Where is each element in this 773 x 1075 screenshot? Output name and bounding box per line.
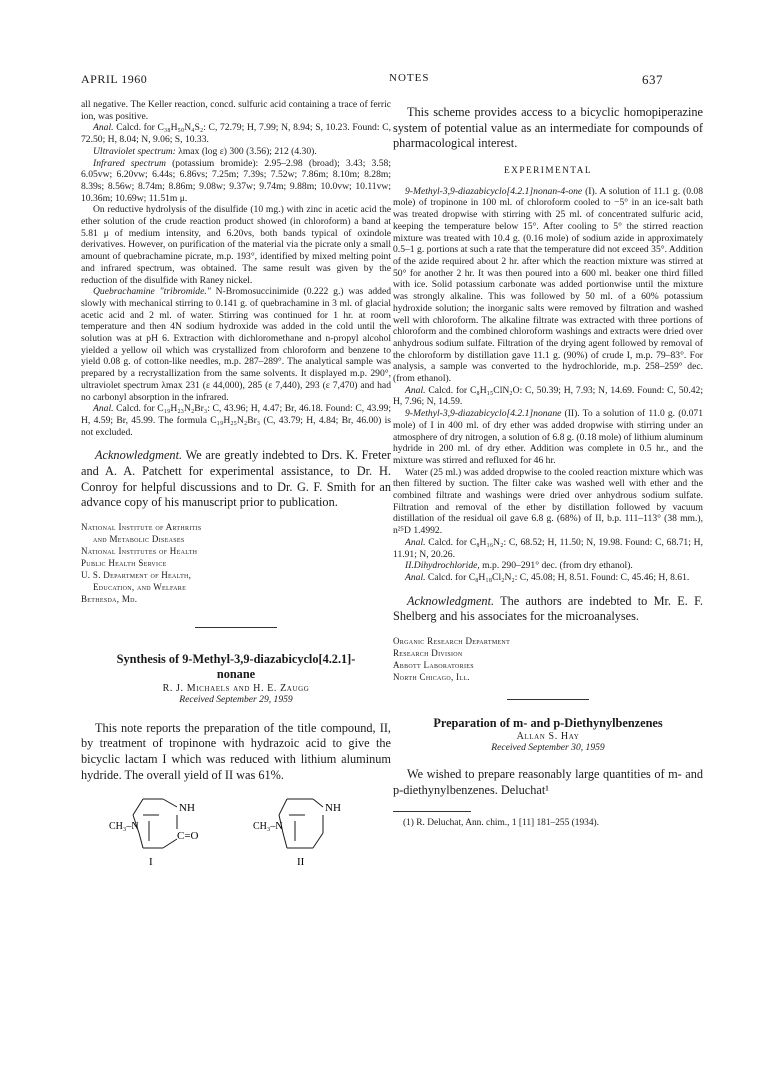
dihydrochloride [393,560,703,572]
acknowledgment-left [81,448,391,510]
analysis-text: Calcd. for C₈H₁₅ClN₂O: C, 50.39; H, 7.93; N, 14.69. Found: C, 50.42; H, 7.96; N, 14.59. [393,384,703,408]
page-number: 637 [642,72,663,87]
analysis-text: Calcd. for C₃₈H₅₀N₄S₂: C, 72.79; H, 7.99; N, 8.94; S, 10.23. Found: C, 72.50; H, 8.04; N, 9.06; S, 10.33. [81,122,391,146]
acknowledgment-text: We are greatly indebted to Drs. K. Freter and A. A. Patchett for experimental assistance, to Dr. H. Conroy for helpful discussions and to Dr. G. F. Smith for an advance copy of his manuscript prior to publication. [81,448,391,510]
ir-spectrum [81,158,391,205]
affiliation-line: National Institutes of Health [81,545,198,556]
uv-spectrum [81,146,391,158]
analysis-label: Anal. [93,403,114,415]
paragraph-tribromide [81,286,391,403]
section-divider [195,627,277,628]
compound-text: m.p. 290–291° dec. (from dry ethanol). [479,560,633,572]
structure-row [81,793,391,869]
affiliation-line: Organic Research Department [393,635,511,646]
analysis-amine [393,537,703,560]
analysis-lactam [393,385,703,408]
article-title-line: nonane [216,667,256,682]
article-author: Allan S. Hay [516,731,580,743]
experimental-amine [393,408,703,467]
struct-label-I: I [149,856,153,869]
ir-label: Infrared spectrum [93,157,166,169]
structure-amine-II [253,793,373,869]
article-title: Preparation of m- and p-Diethynylbenzenes [433,715,663,730]
analysis-text: Calcd. for C₁₉H₂₃N₂Br₃: C, 43.96; H, 4.47; Br, 46.18. Found: C, 43.99; H, 4.59; Br, 45.99. The formula C₁₉H₂₅N₂Br₃ (C, 43.79; H, 4.84; Br, 46.00) is not excluded. [81,403,391,438]
article-title-line: Synthesis of 9-Methyl-3,9-diazabicyclo[4.2.1]- [116,651,356,666]
affiliation-line: Abbott Laboratories [393,659,474,670]
analysis-dihydrochloride [393,572,703,584]
acknowledgment-text: The authors are indebted to Mr. E. F. Shelberg and his associates for the microanalyses. [393,593,703,624]
left-column [81,99,391,869]
article-received-date: Received September 29, 1959 [179,693,293,705]
affiliation-line: National Institute of Arthritis [81,521,202,532]
footnote-rule [393,811,471,812]
analysis-label: Anal. [405,536,426,548]
affiliation-line: North Chicago, Ill. [393,671,470,682]
uv-text: λmax (log ε) 300 (3.56); 212 (4.30). [175,145,317,157]
struct-ch3n-label: CH₃–N [253,821,283,833]
compound-label: II.Dihydrochloride, [405,560,480,572]
analysis-disulfide [81,122,391,145]
analysis-text: Calcd. for C₈H₁₈Cl₂N₂: C, 45.08; H, 8.51. Found: C, 45.46; H, 8.61. [425,571,690,583]
compound-text: (II). To a solution of 11.0 g. (0.071 mole) of I in 400 ml. of dry ether was added dropwise with stirring under an atmosphere of dry nitrogen, a solution of 6.8 g. (0.18 mole) of lithium aluminum hydride in 200 ml. of dry ether. Addition was complete in 0.5 hr., and the mixture was stirred and refluxed for 46 hr. [393,408,703,466]
compound-label: 9-Methyl-3,9-diazabicyclo[4.2.1]nonane [405,408,562,420]
affiliation-block-left [81,521,391,605]
scheme-intro: This scheme provides access to a bicyclic homopiperazine system of potential value as an intermediate for compounds of pharmacological interest. [393,105,703,151]
struct-label-II: II [297,856,305,869]
acknowledgment-label: Acknowledgment. [95,448,183,463]
acknowledgment-label: Acknowledgment. [407,593,495,608]
structure-lactam-I [109,793,229,869]
tribromide-text: N-Bromosuccinimide (0.222 g.) was added slowly with mechanical stirring to 0.141 g. of quebrachamine in 3 ml. of glacial acetic acid and 2 ml. of water. Stirring was continued for 1 hr. at room temperature and then 4N sodium hydroxide was added in the cold until the solution was at pH 6. Extraction with dichloromethane and n-propyl alcohol yielded a yellow oil which was crystallized from chloroform and benzene to yield 0.08 g. of cotton-like needles, m.p. 287–289°. The analytical sample was prepared by a recrystallization from the same solvents. It displayed m.p. 290°, ultraviolet spectrum λmax 231 (ε 44,000), 285 (ε 7,440), 293 (ε 7,470) and had no carbonyl absorption in the infrared. [81,286,391,403]
article-authors: R. J. Michaels and H. E. Zaugg [162,682,310,694]
analysis-label: Anal. [405,384,426,396]
article-received-date: Received September 30, 1959 [491,742,605,754]
affiliation-line: U. S. Department of Health, [81,569,192,580]
affiliation-line: Bethesda, Md. [81,593,138,604]
article-intro: This note reports the preparation of the title compound, II, by treatment of tropinone with hydrazoic acid to give the bicyclic lactam I which was reduced with lithium aluminum hydride. The overall yield of II was 61%. [81,720,391,782]
experimental-lactam [393,186,703,385]
affiliation-block-right [393,635,703,683]
acknowledgment-right [393,594,703,625]
affiliation-line: Education, and Welfare [93,581,187,592]
article-intro: We wished to prepare reasonably large quantities of m- and p-diethynylbenzenes. Deluchat¹ [393,767,703,797]
compound-text: (I). A solution of 11.1 g. (0.08 mole) of tropinone in 100 ml. of chloroform cooled to −5° in an ice-salt bath was treated dropwise with stirring with 25 ml. of concentrated sulfuric acid, keeping the temperature below 15°. After cooling to 5° the stirred reaction mixture was treated with 10.4 g. (0.16 mole) of sodium azide in approximately 0.5–1 g. portions at such a rate that the temperature did not exceed 35°. Addition of the azide required about 2 hr. after which the reaction mixture was stirred at 50° for another 2 hr. It was then poured into a 600 ml. beaker one third filled with ice. Solid potassium carbonate was added portionwise until the mixture was strongly alkaline. This was followed by 50 ml. of a 60% potassium hydroxide solution; the inorganic salts were removed by filtration and washed well with chloroform. The alkaline filtrate was extracted with three portions of chloroform and the combined chloroform washings and extracts were dried over anhydrous sodium sulfate. Filtration of the drying agent followed by removal of the chloroform by distillation gave 11.1 g. (90%) of crude I, m.p. 79–83°. For analysis, a sample was converted to the hydrochloride, m.p. 258–259° dec. (from ethanol). [393,185,703,385]
affiliation-line: Research Division [393,647,463,658]
footnote: (1) R. Deluchat, Ann. chim., 1 [11] 181–255 (1934). [403,817,599,828]
paragraph-keller-reaction: all negative. The Keller reaction, concd. sulfuric acid containing a trace of ferric ion, was positive. [81,99,391,122]
affiliation-line: and Metabolic Diseases [93,533,185,544]
article-synthesis [81,652,391,869]
analysis-text: Calcd. for C₈H₁₆N₂: C, 68.52; H, 11.50; N, 19.98. Found: C, 68.71; H, 11.91; N, 20.26. [393,536,703,560]
uv-label: Ultraviolet spectrum: [93,145,176,157]
running-header-date: APRIL 1960 [81,72,148,86]
struct-nh-label: NH [179,802,195,815]
affiliation-line: Public Health Service [81,557,167,568]
section-divider [507,699,589,700]
paragraph-reductive-hydrolysis: On reductive hydrolysis of the disulfide (10 mg.) with zinc in acetic acid the ether solution of the crude reaction product showed (in chloroform) a band at 5.81 μ of medium intensity, and 6.20vs, both bands typical of oxindole derivatives. However, on purification of the material via the picrate only a small amount of quebrachamine picrate, m.p. 193°, identified by mixed melting point and infrared spectrum, was obtained. The same result was given by the reduction of the disulfide with Raney nickel. [81,204,391,286]
tribromide-label: Quebrachamine "tribromide." [93,286,211,298]
analysis-tribromide [81,403,391,438]
right-column [393,99,703,829]
struct-ch3n-label: CH₃–N [109,821,139,833]
running-header-section: NOTES [389,72,430,84]
analysis-label: Anal. [93,122,114,134]
article-diethynylbenzenes [393,716,703,829]
experimental-workup: Water (25 ml.) was added dropwise to the cooled reaction mixture which was then filtered by suction. The filter cake was washed well with ether and the combined filtrate and washings were dried over anhydrous sodium sulfate. Filtration and removal of the ether by distillation followed by vacuum distillation of the residual oil gave 6.8 g. (68%) of II, b.p. 111–113° (38 mm.), n²⁵D 1.4992. [393,466,703,537]
analysis-label: Anal. [405,571,426,583]
ir-text: (potassium bromide): 2.95–2.98 (broad); 3.43; 3.58; 6.05vw; 6.20vw; 6.44s; 6.86vs; 7.25m; 7.39s; 7.52w; 7.86m; 8.10m; 8.28m; 8.39s; 8.56w; 8.74m; 8.86m; 9.08w; 9.37w; 9.74m; 9.88m; 10.0vw; 10.11vw; 10.36m; 10.69w; 11.51m μ. [81,157,391,204]
compound-label: 9-Methyl-3,9-diazabicyclo[4.2.1]nonan-4-one [405,185,583,197]
experimental-heading: EXPERIMENTAL [504,165,592,176]
struct-nh-label: NH [325,802,341,815]
struct-carbonyl-label: C=O [177,830,199,843]
